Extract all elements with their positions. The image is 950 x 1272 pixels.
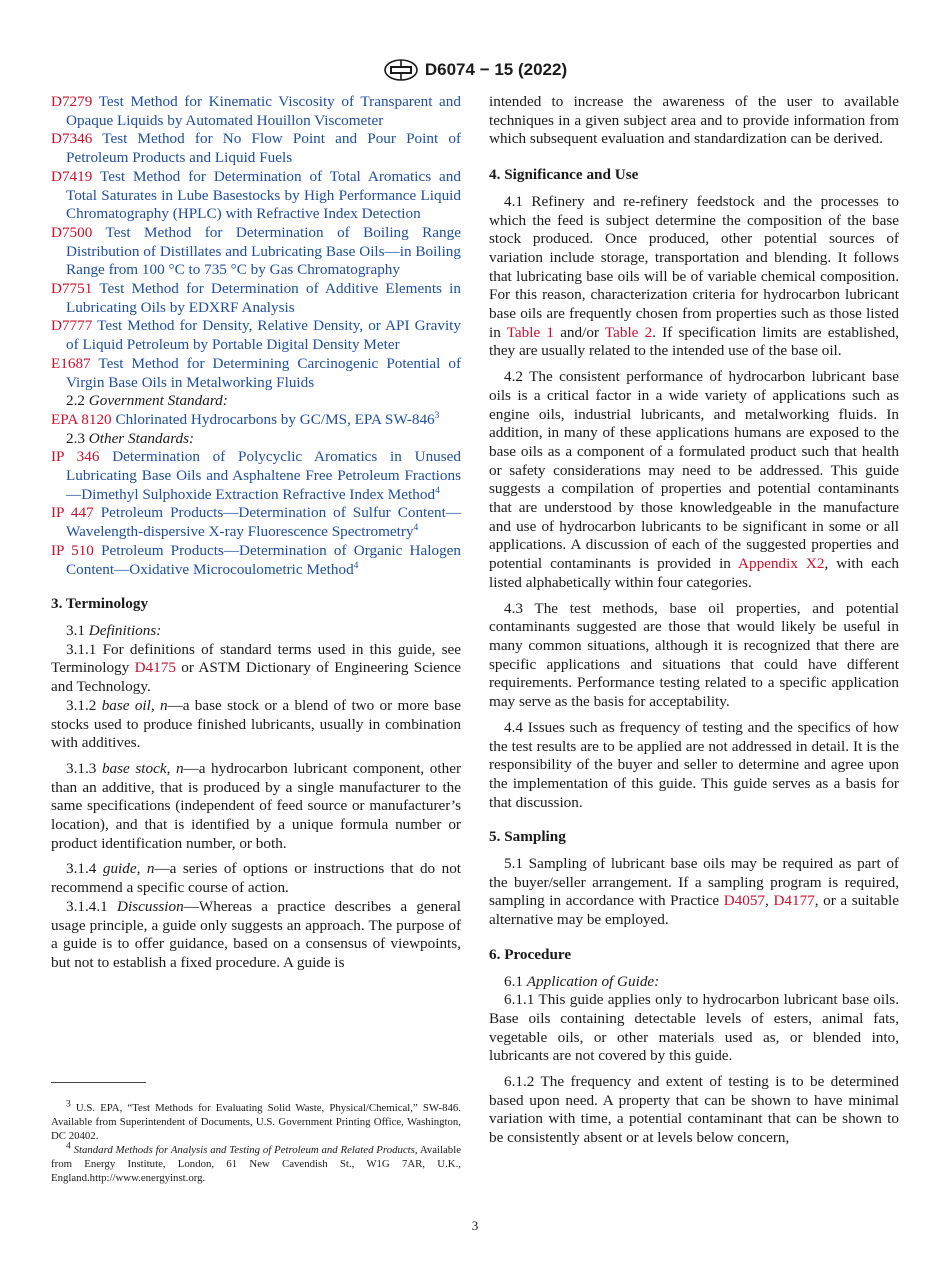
paragraph-3-1-4-1: 3.1.4.1 Discussion—Whereas a practice describes a general usage principle, a guide only suggests an approach. The purpose of a guide is to offer guidance, based on a consensus of viewpoints, but not to establish a fixed procedure. A guide is	[51, 897, 462, 971]
left-column	[51, 93, 461, 973]
reference-code-link[interactable]: IP 346	[51, 448, 100, 466]
section-heading-procedure: 6. Procedure	[489, 945, 572, 963]
paragraph-continuation: intended to increase the awareness of the user to available techniques in a given subject area and to provide information from which subsequent evaluation and standardization can be derived.	[489, 93, 899, 148]
footnote-marker: 4	[353, 560, 359, 571]
reference-title: Petroleum Products—Determination of Organic Halogen Content—Oxidative Microcoulometric Method	[66, 541, 461, 578]
reference-title: Test Method for Determination of Boiling Range Distribution of Distillates and Lubricating Base Oils—in Boiling Range from 100 °C to 735 °C by Gas Chromatography	[66, 223, 461, 279]
reference-title: Test Method for Determining Carcinogenic Potential of Virgin Base Oils in Metalworking Fluids	[66, 354, 461, 391]
reference-code-link[interactable]: D7751	[51, 280, 93, 298]
reference-item	[51, 411, 461, 430]
reference-code-link[interactable]: D7500	[51, 223, 93, 241]
paragraph-3-1-3: 3.1.3 base stock, n—a hydrocarbon lubricant component, other than an additive, that is produced by a single manufacturer to the same specifications (independent of feed source or manufacturer’s location), and that is identified by a unique formula number or product identification number, or both.	[51, 759, 461, 852]
footnote-marker: 4	[413, 523, 419, 534]
right-column	[489, 93, 899, 1148]
paragraph-3-1-2: 3.1.2 base oil, n—a base stock or a blend of two or more base stocks used to produce finished lubricants, usually in combination with additives.	[51, 696, 461, 752]
footnote-divider	[51, 1082, 146, 1083]
reference-item	[51, 448, 461, 504]
reference-title: Determination of Polycyclic Aromatics in Unused Lubricating Base Oils and Asphaltene Free Petroleum Fractions—Dimethyl Sulphoxide Extraction Refractive Index Method	[66, 448, 461, 503]
reference-title: Test Method for Determination of Total Aromatics and Total Saturates in Lube Basestocks by High Performance Liquid Chromatography (HPLC) with Refractive Index Detection	[66, 167, 461, 223]
paragraph-5-1: 5.1 Sampling of lubricant base oils may be required as part of the buyer/seller arrangement. If a sampling program is required, sampling in accordance with Practice D4057, D4177, or a suitable alternative may be employed.	[489, 855, 900, 929]
reference-code-link[interactable]: IP 447	[51, 504, 94, 522]
reference-code-link[interactable]: D7346	[51, 130, 93, 148]
reference-item	[51, 317, 461, 354]
reference-item	[51, 168, 461, 224]
document-id: D6074 − 15 (2022)	[424, 60, 568, 79]
reference-item	[51, 130, 461, 167]
paragraph-4-2: 4.2 The consistent performance of hydrocarbon lubricant base oils is a critical factor in a wide variety of applications such as engine oils, industrial lubricants, and metalworking fluids. In addition, in many of these applications humans are exposed to the base oils as a component of a formulated product such that health or safety considerations may need to be addressed. This guide suggests a compilation of properties and potential contaminants that are understood by those knowledgeable in the manufacture and use of hydrocarbon lubricants to be significant in some or all applications. A discussion of each of the suggested properties and potential contaminants is provided in Appendix X2, with each listed alphabetically within four categories.	[489, 368, 899, 591]
other-standards-heading: 2.3 Other Standards:	[66, 429, 195, 447]
page-header	[0, 58, 950, 82]
paragraph-3-1: 3.1 Definitions:	[66, 621, 162, 639]
appendix-x2-link[interactable]: Appendix X2	[738, 555, 825, 573]
paragraph-3-1-4: 3.1.4 guide, n—a series of options or instructions that do not recommend a specific course of action.	[51, 860, 462, 897]
paragraph-4-1: 4.1 Refinery and re-refinery feedstock and the processes to which the feed is subject determine the composition of the base stock produced. Once produced, other potential sources of variation include storage, transportation and blending. It follows that lubricating base oils will be of variable chemical composition. For this reason, characterization criteria for hydrocarbon lubricant base oils are frequently chosen from properties such as those listed in Table 1 and/or Table 2. If specification limits are established, they are usually related to the intended use of the base oil.	[489, 192, 900, 360]
reference-code-link[interactable]: D7777	[51, 317, 93, 335]
astm-logo-icon	[383, 59, 419, 81]
reference-title: Chlorinated Hydrocarbons by GC/MS, EPA SW-846	[115, 410, 435, 428]
page-number: 3	[471, 1218, 479, 1233]
paragraph-3-1-1: 3.1.1 For definitions of standard terms used in this guide, see Terminology D4175 or ASTM Dictionary of Engineering Science and Technology.	[51, 640, 461, 696]
paragraph-6-1: 6.1 Application of Guide:	[504, 972, 660, 990]
reference-title: Test Method for Determination of Additive Elements in Lubricating Oils by EDXRF Analysis	[66, 280, 461, 316]
reference-item	[51, 280, 461, 317]
reference-code-link[interactable]: E1687	[51, 354, 91, 372]
reference-title: Test Method for No Flow Point and Pour Point of Petroleum Products and Liquid Fuels	[66, 130, 462, 167]
government-standard-heading: 2.2 Government Standard:	[66, 392, 228, 410]
reference-code-link[interactable]: D7419	[51, 167, 93, 185]
reference-item	[51, 355, 461, 392]
paragraph-4-3: 4.3 The test methods, base oil properties, and potential contaminants suggested are those that would likely be useful in many common situations, although it is recognized that there are specific applications and situations that could have different requirements. Performance testing related to a specific application may serve as the basis for acceptability.	[489, 599, 899, 711]
paragraph-6-1-2: 6.1.2 The frequency and extent of testing is to be determined based upon need. A property that can be shown to have minimal variation with time, a potential contaminant that can be shown to be consistently absent or at levels below concern,	[489, 1073, 899, 1147]
table-2-link[interactable]: Table 2	[604, 323, 653, 341]
reference-item	[51, 93, 461, 130]
paragraph-6-1-1: 6.1.1 This guide applies only to hydrocarbon lubricant base oils. Base oils containing detectable levels of esters, animal fats, vegetable oils, or other materials used as, or blended into, lubricants are not covered by this guide.	[489, 991, 899, 1065]
reference-item	[51, 224, 461, 280]
reference-item	[51, 504, 461, 541]
reference-title: Test Method for Density, Relative Density, or API Gravity of Liquid Petroleum by Portable Digital Density Meter	[66, 317, 461, 354]
reference-title: Test Method for Kinematic Viscosity of Transparent and Opaque Liquids by Automated Houillon Viscometer	[66, 93, 461, 129]
footnote-marker: 4	[435, 485, 440, 496]
footnotes	[51, 1082, 461, 1185]
footnote-3: $^3$ U.S. EPA, “Test Methods for Evaluating Solid Waste, Physical/Chemical,” SW-846. Available from Superintendent of Documents, U.S. Government Printing Office, Washington, DC 20402.	[51, 1099, 461, 1142]
paragraph-4-4: 4.4 Issues such as frequency of testing and the specifics of how the test results are to be applied are not addressed in detail. It is the responsibility of the buyer and seller to determine and agree upon the implementation of this guide. This guide serves as a basis for that discussion.	[489, 718, 899, 811]
reference-item	[51, 542, 461, 579]
footnote-4: $^4$ Standard Methods for Analysis and Testing of Petroleum and Related Products, Available from Energy Institute, London, 61 New Cavendish St., W1G 7AR, U.K., England.http://www.energyinst.org.	[51, 1141, 461, 1184]
d4177-link[interactable]: D4177	[773, 892, 815, 910]
terminology-link[interactable]: D4175	[134, 659, 176, 677]
section-heading-significance: 4. Significance and Use	[489, 166, 639, 184]
d4057-link[interactable]: D4057	[723, 892, 766, 910]
reference-title: Petroleum Products—Determination of Sulfur Content—Wavelength-dispersive X-ray Fluorescence Spectrometry	[66, 504, 461, 541]
reference-code-link[interactable]: IP 510	[51, 541, 94, 559]
table-1-link[interactable]: Table 1	[506, 323, 555, 341]
section-heading-sampling: 5. Sampling	[489, 828, 566, 846]
reference-code-link[interactable]: D7279	[51, 93, 93, 110]
footnote-marker: 3	[434, 410, 440, 421]
reference-code-link[interactable]: EPA 8120	[51, 410, 112, 428]
section-heading-terminology: 3. Terminology	[51, 595, 149, 613]
